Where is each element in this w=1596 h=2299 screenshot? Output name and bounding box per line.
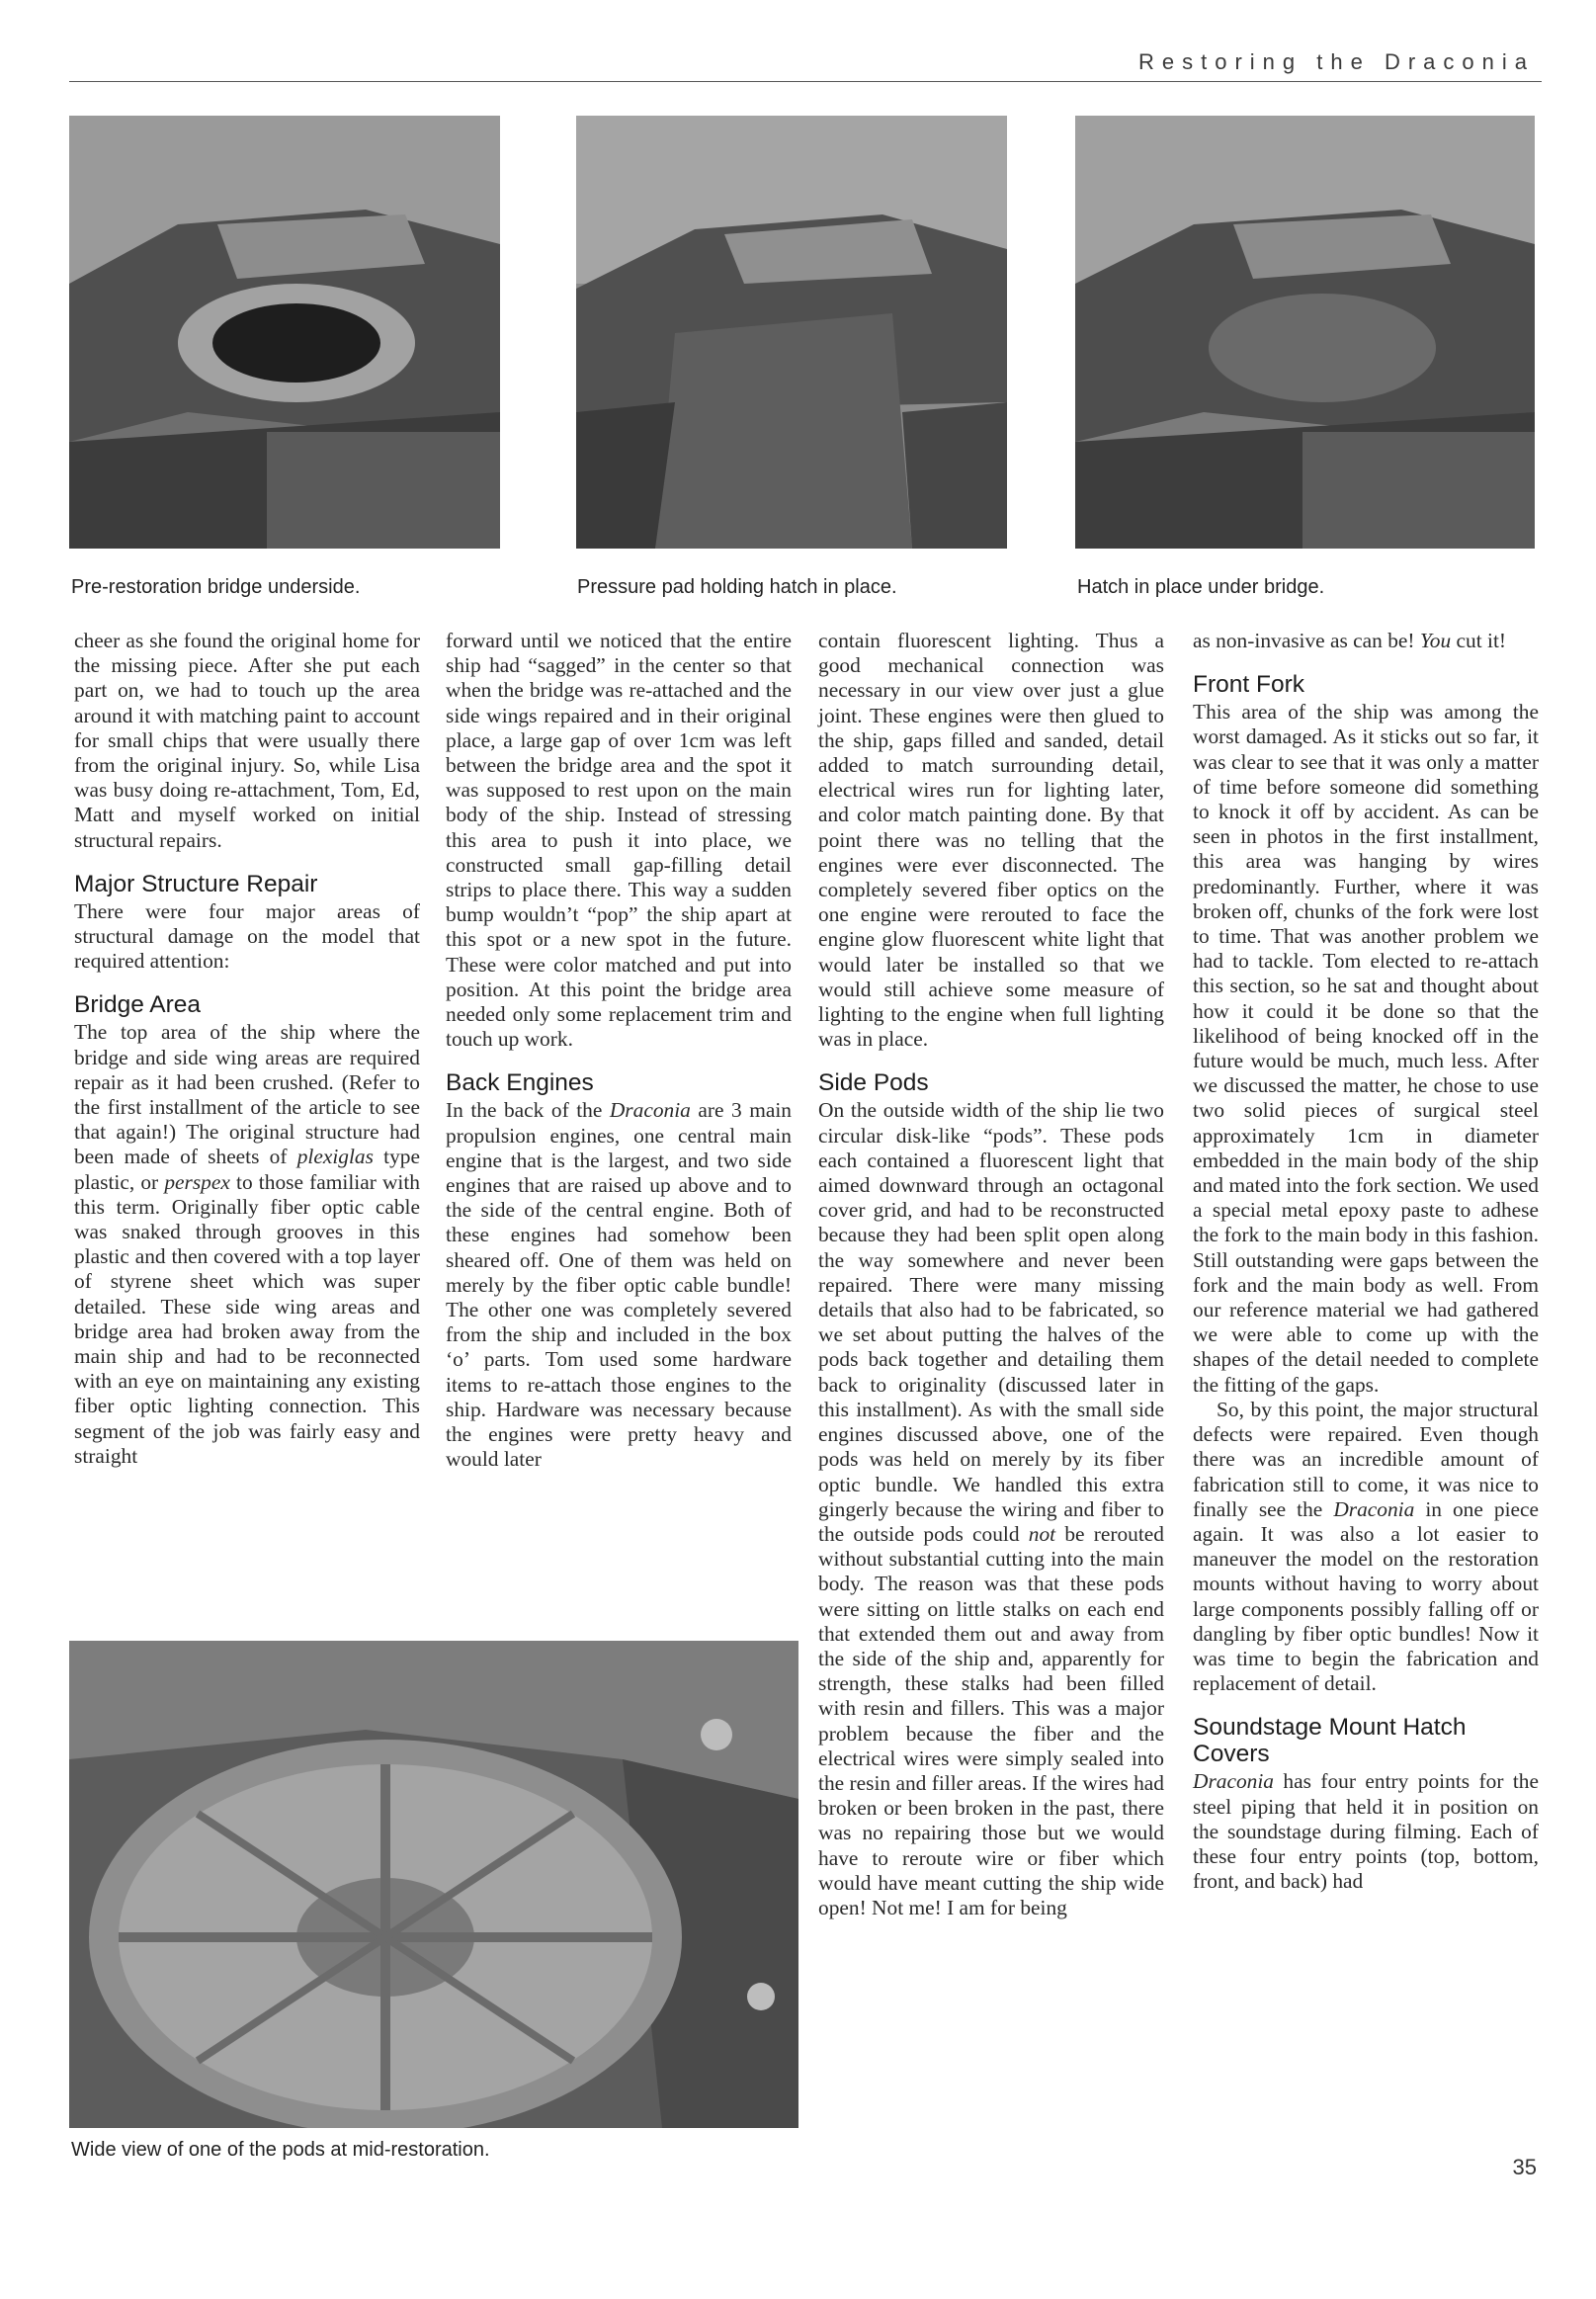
caption-pressure-pad: Pressure pad holding hatch in place.: [577, 576, 897, 598]
caption-hatch-in-place: Hatch in place under bridge.: [1077, 576, 1325, 598]
body-paragraph: cheer as she found the original home for the missing piece. After she put each part on, we had to touch up the area around it with matching paint to account for small chips that were usually there from the original injury. So, while Lisa was busy doing re-attachment, Tom, Ed, Matt and myself worked on initial structural repairs.: [74, 629, 420, 852]
body-paragraph: There were four major areas of structural damage on the model that required attention:: [74, 898, 420, 974]
section-heading-bridge-area: Bridge Area: [74, 991, 202, 1019]
caption-pod-mid-restoration: Wide view of one of the pods at mid-restoration.: [71, 2139, 490, 2161]
photo-hatch-in-place: [1075, 116, 1535, 549]
section-heading-soundstage-hatch: Soundstage Mount Hatch Covers: [1193, 1714, 1467, 1768]
body-paragraph: On the outside width of the ship lie two circular disk-like “pods”. These pods each contained a fluorescent light that aimed downward through an octagonal cover grid, and had to be reconstructed because they had been split open along the way somewhere and never been repaired. There were many missing details that also had to be fabricated, so we set about putting the halves of the pods back together and detailing them back to originality (discussed later in this installment). As with the small side engines discussed above, one of the pods was held on merely by its fiber optic bundle. We handled this extra gingerly because the wiring and fiber to the outside pods could not be rerouted without substantial cutting into the main body. The reason was that these pods were sitting on little stalks on each end that extended them out and away from the side of the ship and, apparently for strength, these stalks had been filled with resin and fillers. This was a major problem because the fiber and the electrical wires were simply sealed into the resin and filler areas. If the wires had broken or been broken in the past, there was no repairing those but we would have to reroute wire or fiber which would have meant cutting the ship wide open! Not me! I am for being: [818, 1098, 1164, 1919]
running-header: Restoring the Draconia: [1137, 49, 1535, 74]
body-paragraph: In the back of the Draconia are 3 main propulsion engines, one central main engine that is the largest, and two side engines that are raised up above and to the side of the central engine. Both of these engines had somehow been sheared off. One of them was held on merely by the fiber optic cable bundle! The other one was completely severed from the ship and included in the box ‘o’ parts. Tom used some hardware items to re-attach those engines to the ship. Hardware was necessary because the engines were pretty heavy and would later: [446, 1098, 792, 1472]
text-column-2: [446, 629, 792, 1473]
text-column-1: [74, 629, 420, 1469]
body-paragraph: The top area of the ship where the bridge and side wing areas are required repair as it had been crushed. (Refer to the first installment of the article to see that again!) The original structure had been made of sheets of plexiglas type plastic, or perspex to those familiar with this term. Originally fiber optic cable was snaked through grooves in this plastic and then covered with a top layer of styrene sheet which was super detailed. These side wing areas and bridge area had broken away from the main ship and had to be reconnected with an eye on maintaining any existing fiber optic lighting connection. This segment of the job was fairly easy and straight: [74, 1020, 421, 1468]
header-rule: [69, 81, 1542, 82]
photo-bridge-underside: [69, 116, 500, 549]
text-column-4: [1193, 629, 1539, 1894]
text-column-3: [818, 629, 1164, 1920]
page-number: 35: [1512, 2155, 1537, 2179]
photo-pod-mid-restoration: [69, 1641, 798, 2128]
body-paragraph: Draconia has four entry points for the steel piping that held it in position on the soundstage during filming. Each of these four entry points (top, bottom, front, and back) had: [1193, 1769, 1539, 1894]
section-heading-side-pods: Side Pods: [818, 1069, 929, 1097]
section-heading-back-engines: Back Engines: [446, 1069, 594, 1097]
body-paragraph: contain fluorescent lighting. Thus a good mechanical connection was necessary in our view over just a glue joint. These engines were then glued to the ship, gaps filled and sanded, detail added to match surrounding detail, electrical wires run for lighting later, and color match painting done. By that point there was no telling that the engines were ever disconnected. The completely severed fiber optics on the one engine were rerouted to face the engine glow fluorescent white light that would later be installed so that we would still achieve some measure of lighting to the engine when full lighting was in place.: [818, 629, 1164, 1052]
body-paragraph: as non-invasive as can be! You cut it!: [1193, 629, 1507, 652]
section-heading-major-structure: Major Structure Repair: [74, 870, 318, 897]
photo-pressure-pad: [576, 116, 1007, 549]
section-heading-front-fork: Front Fork: [1193, 671, 1304, 699]
body-paragraph: This area of the ship was among the worst damaged. As it sticks out so far, it was clear to see that it was only a matter of time before someone did something to knock it off by accident. As can be seen in photos in the first installment, this area was hanging by wires predominantly. Further, where it was broken off, chunks of the fork were lost to time. That was another problem we had to tackle. Tom elected to re-attach this section, so he sat and thought about how it could it be done so that the likelihood of being knocked off in the future would be much, much less. After we discussed the matter, he chose to use two solid pieces of surgical steel approximately 1cm in diameter embedded in the main body of the ship and mated into the fork section. We used a special metal epoxy paste to adhese the fork to the main body in this fashion. Still outstanding were gaps between the fork and the main body as well. From our reference material we had gathered we were able to come up with the shapes of the detail needed to complete the fitting of the gaps.: [1193, 700, 1539, 1397]
caption-bridge-underside: Pre-restoration bridge underside.: [71, 576, 361, 598]
body-paragraph: So, by this point, the major structural defects were repaired. Even though there was an incredible amount of fabrication still to come, it was nice to finally see the Draconia in one piece again. It was also a lot easier to maneuver the model on the restoration mounts without having to worry about large components possibly falling off or dangling by fiber optic bundles! Now it was time to begin the fabrication and replacement of detail.: [1193, 1397, 1540, 1696]
body-paragraph: forward until we noticed that the entire ship had “sagged” in the center so that when the bridge was re-attached and the side wings repaired and in their original place, a large gap of over 1cm was left between the bridge area and the spot it was supposed to rest upon on the main body of the ship. Instead of stressing this area to push it into place, we constructed small gap-filling detail strips to place there. This way a sudden bump wouldn’t “pop” the ship apart at this spot or a new spot in the future. These were color matched and put into position. At this point the bridge area needed only some replacement trim and touch up work.: [446, 629, 792, 1052]
